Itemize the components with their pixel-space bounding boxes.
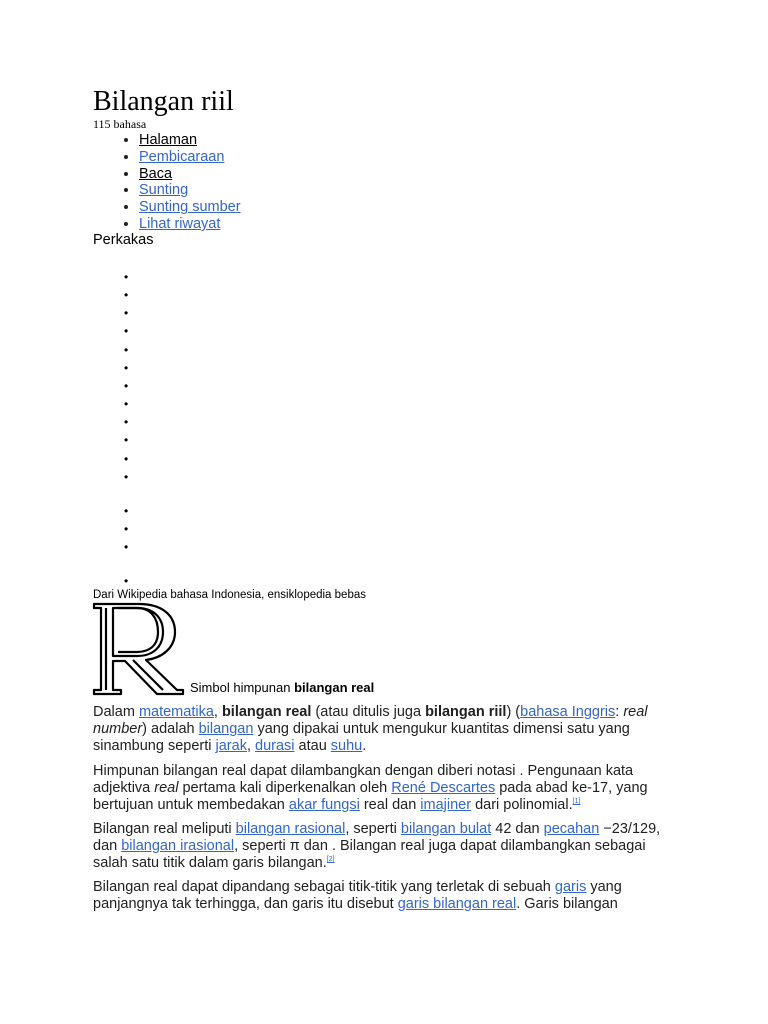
bold-term: bilangan real xyxy=(221,704,312,720)
tab-sunting-sumber xyxy=(139,199,241,216)
link-imajiner[interactable]: imajiner xyxy=(420,797,472,813)
tab-halaman-link[interactable]: Halaman xyxy=(139,132,198,148)
tab-sunting xyxy=(139,182,241,199)
link-durasi[interactable]: durasi xyxy=(255,738,295,754)
tools-list-item[interactable]: • xyxy=(124,452,129,466)
page-tabs xyxy=(93,132,241,233)
italic-term: real xyxy=(154,780,179,796)
link-bilangan-rasional[interactable]: bilangan rasional xyxy=(235,821,346,837)
text: , seperti π dan . Bilangan real juga dapat dilambangkan sebagai salah satu titik dalam garis bilangan. xyxy=(93,838,646,871)
link-rene-descartes[interactable]: René Descartes xyxy=(391,780,496,796)
caption-text: Simbol himpunan xyxy=(190,680,295,695)
text: pada abad ke-17, yang bertujuan untuk membedakan xyxy=(93,780,648,813)
tools-list-item[interactable]: • xyxy=(124,270,129,284)
text: , seperti xyxy=(345,821,401,837)
text: Dalam xyxy=(93,704,139,720)
reference-1[interactable]: [1] xyxy=(572,798,581,806)
text: Bilangan real meliputi xyxy=(93,821,236,837)
tools-list-item[interactable]: • xyxy=(124,343,129,357)
paragraph-intro xyxy=(93,704,673,755)
text: , xyxy=(246,738,256,754)
text: yang dipakai untuk mengukur kuantitas dimensi satu yang sinambung seperti xyxy=(93,721,630,754)
paragraph-number-line xyxy=(93,879,673,913)
text: yang panjangnya tak terhingga, dan garis itu disebut xyxy=(93,879,622,912)
tools-list-item[interactable]: • xyxy=(124,379,129,393)
text: : xyxy=(615,704,624,720)
text: atau xyxy=(294,738,331,754)
bold-term: bilangan riil xyxy=(425,704,507,720)
page-title: Bilangan riil xyxy=(93,86,234,117)
language-count-link[interactable]: 115 bahasa xyxy=(93,117,147,131)
link-bahasa-inggris[interactable]: bahasa Inggris xyxy=(520,704,616,720)
tab-sunting-sumber-link[interactable]: Sunting sumber xyxy=(139,199,241,216)
tools-list-item[interactable]: • xyxy=(124,574,129,588)
tools-list-item[interactable]: • xyxy=(124,433,129,447)
link-bilangan-bulat[interactable]: bilangan bulat xyxy=(400,821,492,837)
tab-sunting-link[interactable]: Sunting xyxy=(139,182,189,199)
tools-list-item[interactable]: • xyxy=(124,415,129,429)
text: . xyxy=(362,738,367,754)
tools-list-item[interactable]: • xyxy=(124,540,129,554)
tools-list-item[interactable]: • xyxy=(124,397,129,411)
text: −23/129, dan xyxy=(93,821,661,854)
caption-bold-text: bilangan real xyxy=(294,680,375,695)
tools-list-item[interactable]: • xyxy=(124,522,129,536)
link-suhu[interactable]: suhu xyxy=(330,738,363,754)
text: ) adalah xyxy=(142,721,199,737)
tab-baca xyxy=(139,166,241,183)
reference-2[interactable]: [2] xyxy=(326,856,335,864)
tools-list-item[interactable]: • xyxy=(124,306,129,320)
tools-list-item[interactable]: • xyxy=(124,470,129,484)
tab-halaman xyxy=(139,132,241,149)
paragraph-includes xyxy=(93,821,673,872)
text: real dan xyxy=(359,797,421,813)
tab-lihat-riwayat-link[interactable]: Lihat riwayat xyxy=(139,215,221,232)
text: dari polinomial. xyxy=(471,797,573,813)
link-bilangan[interactable]: bilangan xyxy=(198,721,254,737)
text: ) ( xyxy=(506,704,521,720)
text: , xyxy=(213,704,222,720)
tab-pembicaraan-link[interactable]: Pembicaraan xyxy=(139,148,225,165)
text: (atau ditulis juga xyxy=(311,704,426,720)
text: Bilangan real dapat dipandang sebagai titik-titik yang terletak di sebuah xyxy=(93,879,555,895)
tools-menu-label[interactable]: Perkakas xyxy=(93,232,154,248)
tab-pembicaraan xyxy=(139,149,241,166)
link-garis-bilangan-real[interactable]: garis bilangan real xyxy=(397,896,517,912)
tools-list-item[interactable]: • xyxy=(124,324,129,338)
real-numbers-symbol-image[interactable] xyxy=(91,598,191,698)
site-subtitle: Dari Wikipedia bahasa Indonesia, ensiklopedia bebas xyxy=(93,589,366,601)
link-akar-fungsi[interactable]: akar fungsi xyxy=(288,797,360,813)
text: . Garis bilangan xyxy=(516,896,618,912)
tools-list-item[interactable]: • xyxy=(124,288,129,302)
link-jarak[interactable]: jarak xyxy=(215,738,247,754)
text: pertama kali diperkenalkan oleh xyxy=(178,780,392,796)
tab-baca-link[interactable]: Baca xyxy=(139,165,173,182)
tab-lihat-riwayat xyxy=(139,216,241,233)
image-caption xyxy=(190,680,374,696)
text: Himpunan bilangan real dapat dilambangkan dengan diberi notasi . Pengunaan kata adjektiva xyxy=(93,763,634,796)
link-garis[interactable]: garis xyxy=(554,879,587,895)
text: 42 dan xyxy=(491,821,544,837)
link-matematika[interactable]: matematika xyxy=(138,704,214,720)
tools-list-item[interactable]: • xyxy=(124,361,129,375)
paragraph-notation xyxy=(93,763,673,814)
tools-list-item[interactable]: • xyxy=(124,504,129,518)
italic-term: real number xyxy=(93,704,648,737)
link-bilangan-irasional[interactable]: bilangan irasional xyxy=(121,838,235,854)
link-pecahan[interactable]: pecahan xyxy=(543,821,600,837)
